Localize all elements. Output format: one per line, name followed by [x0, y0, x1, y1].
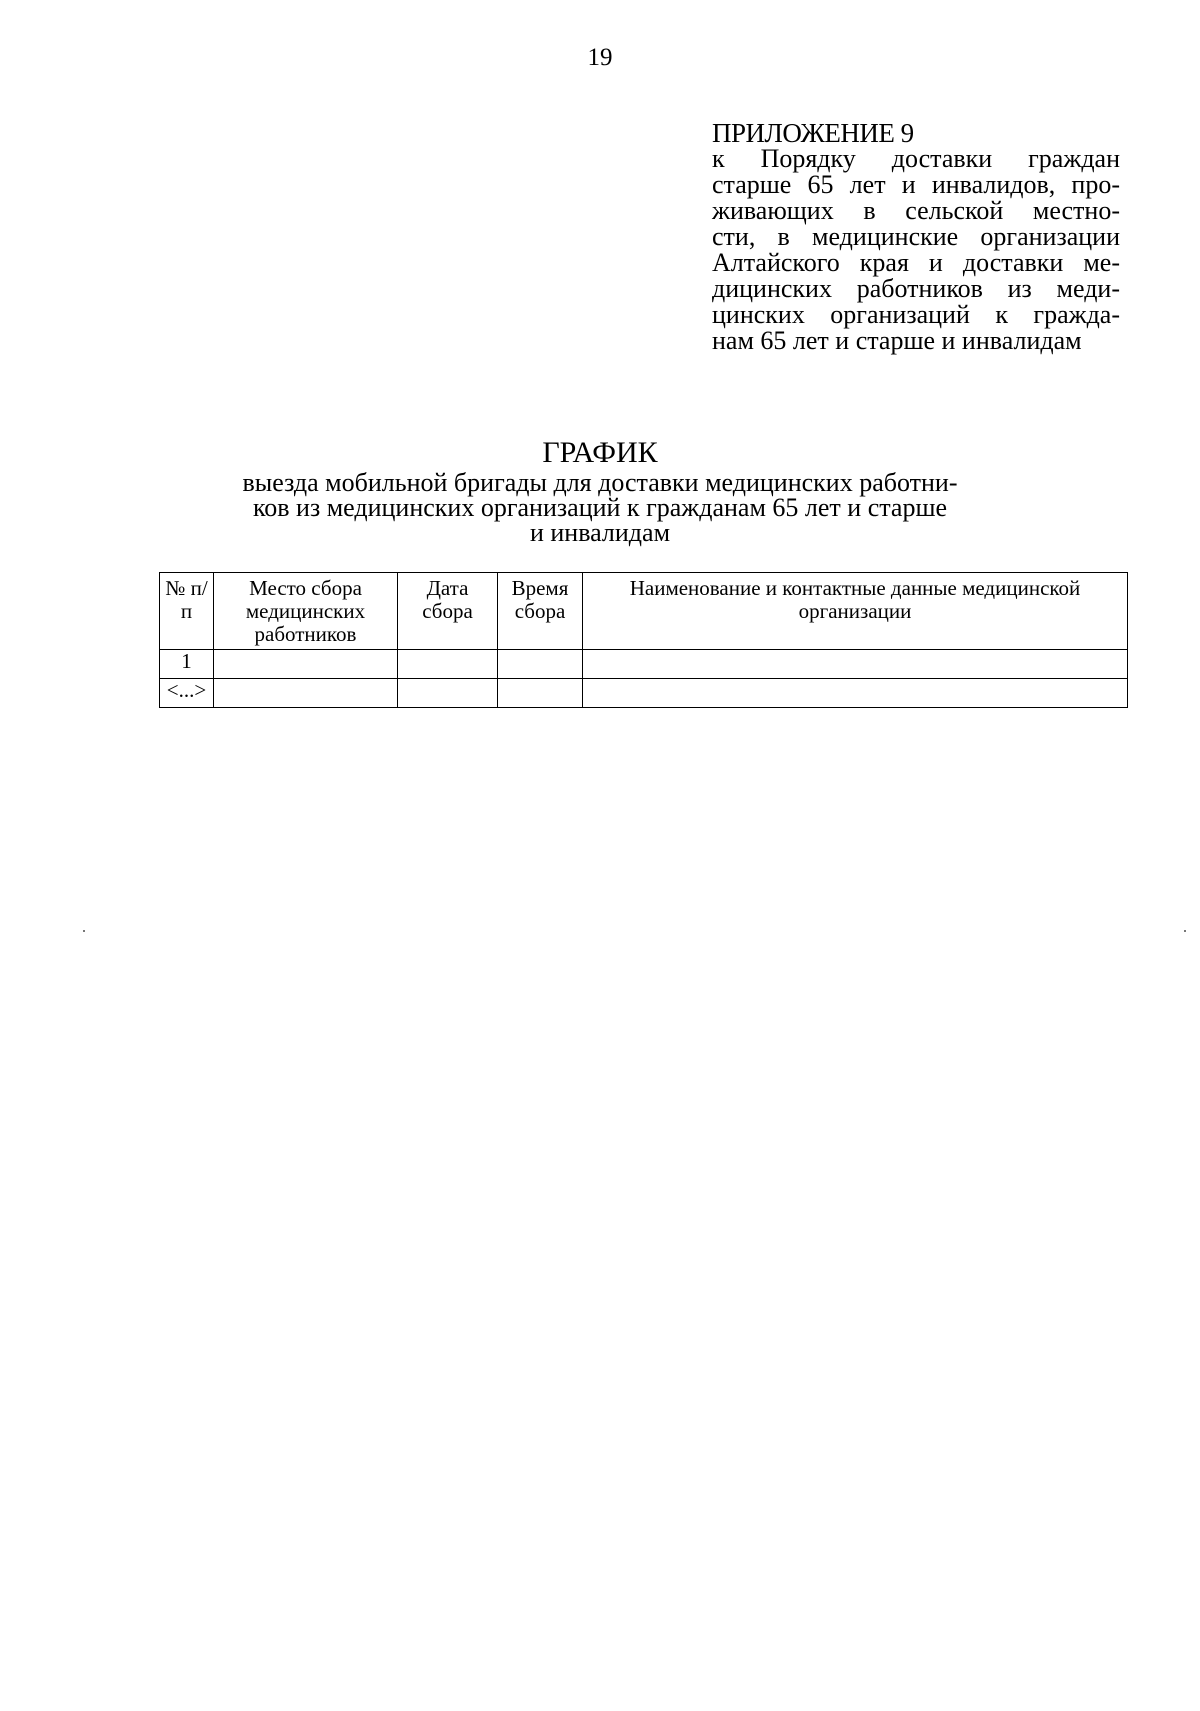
- table-cell: [583, 679, 1128, 708]
- appendix-line: к Порядку доставки граждан: [712, 144, 1120, 173]
- schedule-title: ГРАФИК: [542, 436, 658, 469]
- appendix-line: цинских организаций к гражда-: [712, 300, 1120, 329]
- schedule-subtitle-line: ков из медицинских организаций к гражданам 65 лет и старше: [252, 493, 948, 522]
- table-cell: [498, 650, 583, 679]
- column-header-place: Место сбора медицинских работников: [214, 573, 398, 650]
- appendix-line: живающих в сельской местно-: [712, 196, 1120, 225]
- appendix-block: [712, 120, 1120, 354]
- appendix-title: ПРИЛОЖЕНИЕ 9: [712, 118, 914, 148]
- table-cell: <...>: [160, 679, 214, 708]
- schedule-heading: [0, 436, 1200, 545]
- column-header-date: Дата сбора: [398, 573, 498, 650]
- appendix-line: нам 65 лет и старше и инвалидам: [712, 326, 1082, 355]
- schedule-subtitle-line: и инвалидам: [529, 518, 671, 547]
- page-number: 19: [587, 44, 613, 71]
- table-cell: [214, 679, 398, 708]
- schedule-subtitle-line: выезда мобильной бригады для доставки медицинских работни-: [242, 468, 958, 497]
- table-cell: [498, 679, 583, 708]
- table-cell: [583, 650, 1128, 679]
- table-row: [160, 679, 1128, 708]
- appendix-line: старше 65 лет и инвалидов, про-: [712, 170, 1120, 199]
- table-cell: [214, 650, 398, 679]
- schedule-table: [159, 572, 1128, 708]
- appendix-line: сти, в медицинские организации: [712, 222, 1120, 251]
- scan-speck: [1184, 930, 1186, 932]
- table-cell: 1: [160, 650, 214, 679]
- table-header-row: [160, 573, 1128, 650]
- scan-speck: [83, 930, 85, 932]
- column-header-number: № п/п: [160, 573, 214, 650]
- table-row: [160, 650, 1128, 679]
- column-header-organization: Наименование и контактные данные медицинской организации: [583, 573, 1128, 650]
- appendix-line: дицинских работников из меди-: [712, 274, 1120, 303]
- column-header-time: Время сбора: [498, 573, 583, 650]
- appendix-line: Алтайского края и доставки ме-: [712, 248, 1120, 277]
- table-cell: [398, 679, 498, 708]
- table-cell: [398, 650, 498, 679]
